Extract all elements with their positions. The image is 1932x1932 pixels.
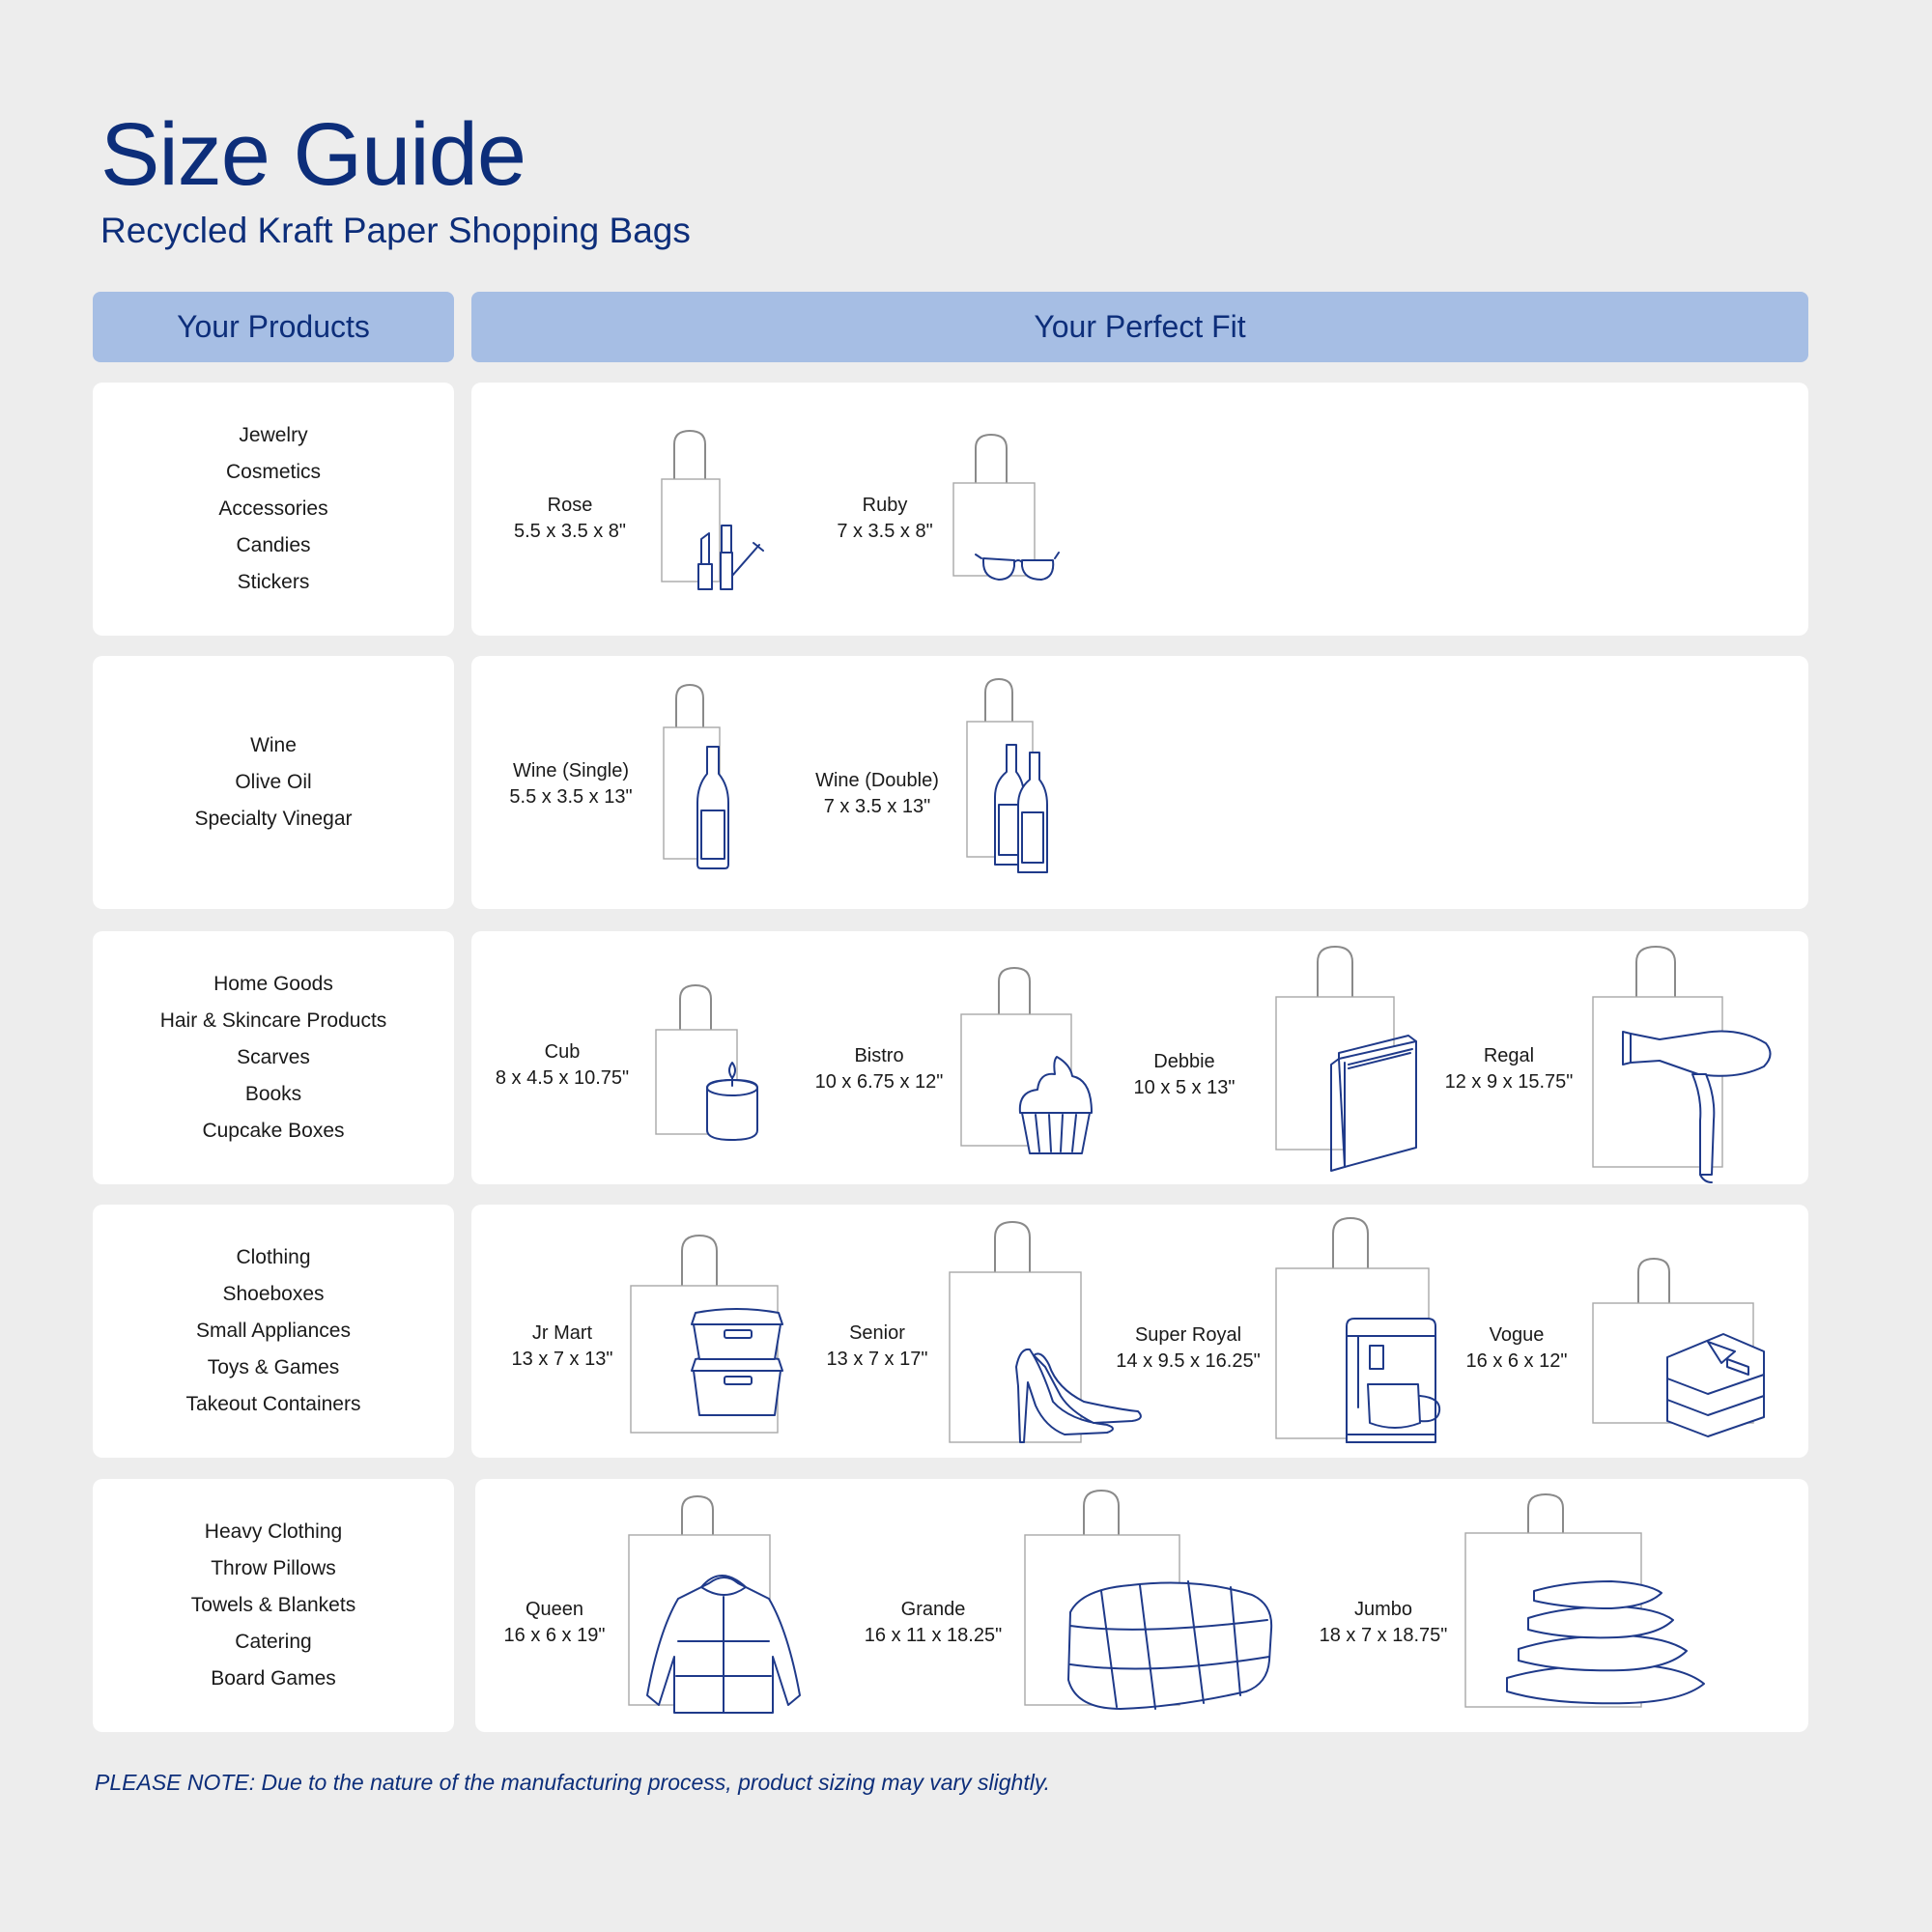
product-item: Specialty Vinegar [194, 808, 353, 830]
product-item: Throw Pillows [211, 1557, 336, 1579]
wine-bottle-icon [663, 685, 779, 897]
product-item: Clothing [236, 1246, 311, 1268]
bag-name: Super Royal [1134, 1324, 1242, 1346]
product-item: Cupcake Boxes [202, 1120, 345, 1142]
bag-size: 16 x 6 x 19" [503, 1625, 606, 1646]
products-cell [93, 656, 454, 909]
bag-name: Rose [547, 495, 593, 516]
bag-name: Wine (Double) [815, 770, 939, 791]
products-cell [93, 931, 454, 1184]
table-row-home-goods [0, 931, 1932, 1184]
bag-size: 16 x 11 x 18.25" [864, 1625, 1003, 1646]
bag-label-debbie [1088, 1049, 1281, 1101]
candle-icon [655, 985, 781, 1159]
product-item: Home Goods [213, 973, 333, 995]
bag-size: 13 x 7 x 17" [826, 1349, 928, 1370]
fit-cell [471, 383, 1808, 636]
bag-name: Wine (Single) [512, 760, 630, 781]
bag-size: 10 x 5 x 13" [1133, 1077, 1236, 1098]
bag-size: 14 x 9.5 x 16.25" [1116, 1350, 1261, 1372]
bag-label-grande [837, 1597, 1030, 1649]
product-item: Accessories [218, 497, 328, 520]
hair-dryer-icon [1592, 947, 1785, 1188]
pillows-icon [1464, 1494, 1716, 1726]
bag-label-wine-double [781, 768, 974, 820]
bag-name: Senior [849, 1322, 905, 1344]
fit-cell [471, 1205, 1808, 1458]
product-item: Towels & Blankets [190, 1594, 356, 1616]
bag-label-wine-single [474, 758, 668, 810]
product-item: Catering [235, 1631, 312, 1653]
two-wine-bottles-icon [966, 679, 1092, 901]
product-item: Shoeboxes [222, 1283, 325, 1305]
product-item: Takeout Containers [185, 1393, 361, 1415]
product-item: Stickers [237, 571, 310, 593]
bag-name: Regal [1483, 1045, 1535, 1066]
bag-size: 7 x 3.5 x 13" [823, 796, 931, 817]
bag-name: Jr Mart [531, 1322, 593, 1344]
product-item: Cosmetics [225, 461, 322, 483]
product-item: Books [244, 1083, 302, 1105]
product-item: Jewelry [239, 424, 308, 446]
product-item: Toys & Games [207, 1356, 340, 1378]
bag-label-cub [466, 1039, 659, 1092]
table-row-heavy-clothing [0, 1479, 1932, 1732]
bag-label-jumbo [1287, 1597, 1480, 1649]
product-item: Heavy Clothing [204, 1520, 343, 1543]
bag-label-regal [1412, 1043, 1605, 1095]
product-item: Candies [236, 534, 311, 556]
bag-label-super-royal [1092, 1322, 1285, 1375]
bag-size: 12 x 9 x 15.75" [1444, 1071, 1574, 1093]
folded-blanket-icon [1024, 1491, 1285, 1722]
bag-name: Bistro [854, 1045, 904, 1066]
column-header-products: Your Products [93, 292, 454, 362]
product-item: Board Games [211, 1667, 336, 1690]
column-header-fit: Your Perfect Fit [471, 292, 1808, 362]
folded-shirts-icon [1592, 1259, 1776, 1452]
bag-name: Cub [544, 1041, 581, 1063]
product-item: Olive Oil [235, 771, 312, 793]
product-item: Small Appliances [196, 1320, 351, 1342]
products-list [93, 1479, 454, 1732]
takeout-containers-icon [630, 1236, 794, 1448]
bag-size: 5.5 x 3.5 x 13" [509, 786, 633, 808]
fit-cell [475, 1479, 1808, 1732]
products-list [93, 656, 454, 909]
products-list [93, 383, 454, 636]
products-cell [93, 1205, 454, 1458]
product-item: Wine [250, 734, 297, 756]
bag-label-vogue [1420, 1322, 1613, 1375]
bag-name: Ruby [862, 495, 908, 516]
bag-size: 16 x 6 x 12" [1465, 1350, 1568, 1372]
fit-cell [471, 931, 1808, 1184]
product-item: Hair & Skincare Products [159, 1009, 387, 1032]
table-row-small-goods [0, 383, 1932, 636]
bag-label-queen [458, 1597, 651, 1649]
bag-name: Grande [900, 1599, 966, 1620]
bag-label-senior [781, 1321, 974, 1373]
products-cell [93, 1479, 454, 1732]
book-icon [1275, 947, 1430, 1179]
bag-size: 13 x 7 x 13" [511, 1349, 613, 1370]
bag-label-bistro [782, 1043, 976, 1095]
cupcake-icon [960, 968, 1095, 1161]
bag-name: Vogue [1489, 1324, 1545, 1346]
winter-jacket-icon [628, 1496, 821, 1728]
table-row-clothing [0, 1205, 1932, 1458]
products-list [93, 931, 454, 1184]
disclaimer-note: PLEASE NOTE: Due to the nature of the manufacturing process, product sizing may vary slightly. [95, 1770, 1051, 1795]
table-row-wine [0, 656, 1932, 909]
product-item: Scarves [237, 1046, 310, 1068]
sunglasses-icon [952, 435, 1078, 599]
bag-name: Queen [525, 1599, 584, 1620]
lipstick-mascara-icon [661, 431, 786, 595]
products-list [93, 1205, 454, 1458]
bag-size: 8 x 4.5 x 10.75" [495, 1067, 630, 1089]
bag-name: Jumbo [1353, 1599, 1413, 1620]
bag-size: 18 x 7 x 18.75" [1319, 1625, 1448, 1646]
fit-cell [471, 656, 1808, 909]
page-title: Size Guide [100, 105, 526, 204]
products-cell [93, 383, 454, 636]
bag-size: 7 x 3.5 x 8" [837, 521, 933, 542]
bag-label-rose [473, 493, 667, 545]
bag-name: Debbie [1153, 1051, 1215, 1072]
bag-size: 10 x 6.75 x 12" [814, 1071, 944, 1093]
page-subtitle: Recycled Kraft Paper Shopping Bags [100, 211, 691, 250]
bag-size: 5.5 x 3.5 x 8" [513, 521, 627, 542]
